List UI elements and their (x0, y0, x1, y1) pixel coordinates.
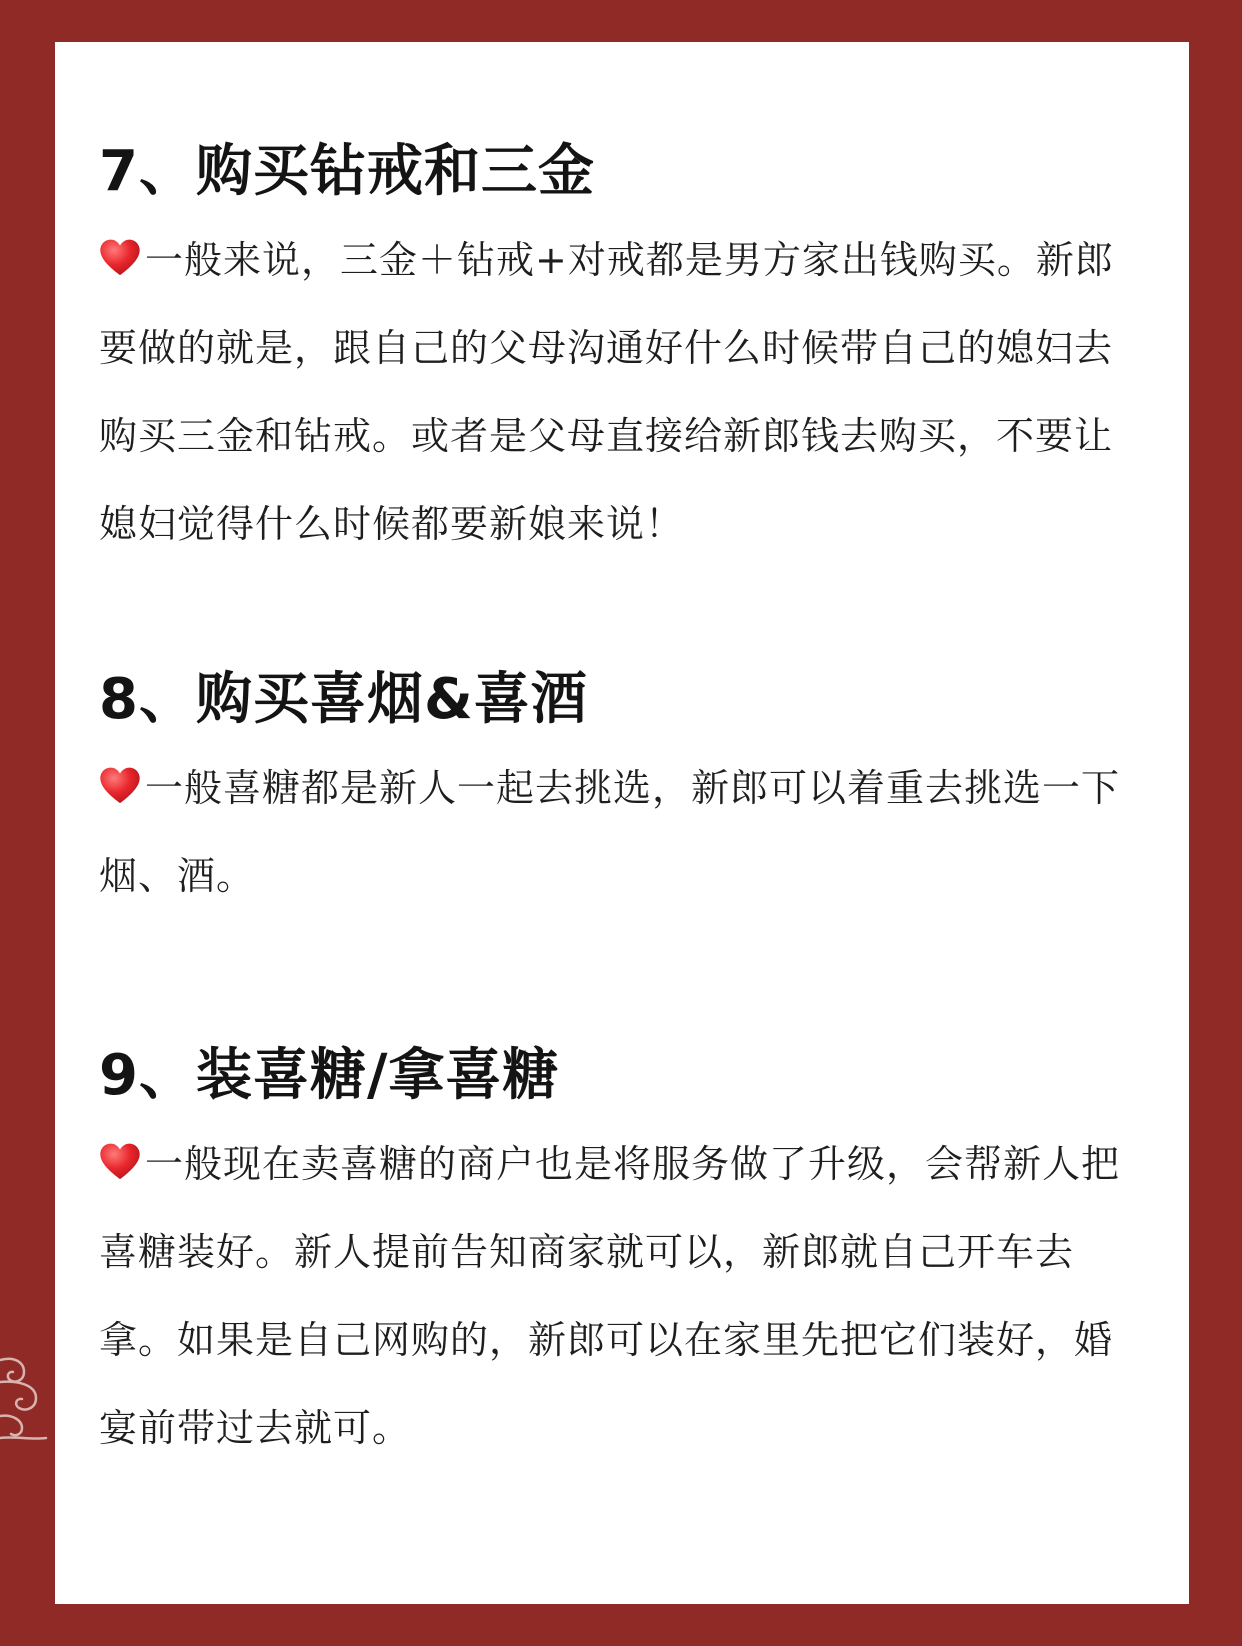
section-title: 9、装喜糖/拿喜糖 (99, 1043, 560, 1108)
red-heart-icon (99, 1142, 141, 1182)
section-7 (99, 132, 1145, 568)
section-body (99, 1120, 1145, 1472)
section-text: 一般现在卖喜糖的商户也是将服务做了升级，会帮新人把喜糖装好。新人提前告知商家就可以，新郎就自己开车去拿。如果是自己网购的，新郎可以在家里先把它们装好，婚宴前带过去就可。 (99, 1142, 1121, 1450)
section-text: 一般喜糖都是新人一起去挑选，新郎可以着重去挑选一下烟、酒。 (99, 766, 1121, 898)
section-title: 8、购买喜烟&喜酒 (99, 667, 588, 732)
section-body (99, 744, 1145, 920)
red-heart-icon (99, 238, 141, 278)
content-card (55, 42, 1189, 1604)
section-title: 7、购买钻戒和三金 (99, 139, 595, 204)
section-body (99, 216, 1145, 568)
section-8 (99, 660, 1145, 920)
cloud-decoration-icon (0, 1320, 60, 1450)
section-text: 一般来说，三金＋钻戒+对戒都是男方家出钱购买。新郎要做的就是，跟自己的父母沟通好什么时候带自己的媳妇去购买三金和钻戒。或者是父母直接给新郎钱去购买，不要让媳妇觉得什么时候都要新娘来说！ (99, 238, 1114, 546)
red-heart-icon (99, 766, 141, 806)
section-9 (99, 1036, 1145, 1472)
